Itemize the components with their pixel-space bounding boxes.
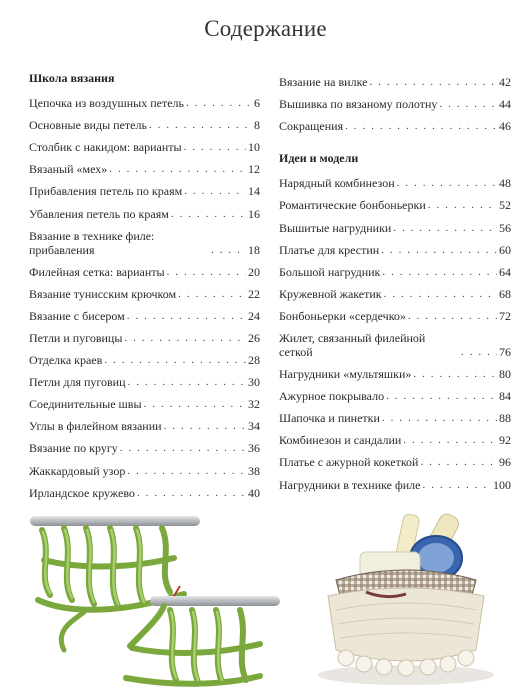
toc-entry-title: Платье с ажурной кокеткой	[279, 455, 419, 470]
toc-entry-title: Вязание на вилке	[279, 75, 368, 90]
toc-leader-dots	[393, 221, 497, 235]
toc-entry-title: Вышитые нагрудники	[279, 220, 392, 235]
toc-leader-dots	[104, 353, 246, 367]
toc-entry-page: 56	[499, 220, 511, 235]
toc-entry-title: Ажурное покрывало	[279, 389, 385, 404]
toc-entry-page: 10	[248, 140, 260, 155]
section-heading-ideas: Идеи и модели	[279, 151, 359, 166]
toc-entry-title: Кружевной жакетик	[279, 286, 382, 301]
toc-leader-dots	[186, 96, 252, 110]
toc-entry-page: 80	[499, 367, 511, 382]
toc-leader-dots	[428, 198, 497, 212]
toc-left-entry	[29, 113, 260, 135]
toc-leader-dots	[397, 176, 497, 190]
toc-entry-page: 26	[248, 330, 260, 345]
toc-leader-dots	[423, 478, 492, 492]
toc-leader-dots	[124, 331, 246, 345]
toc-right-entry	[279, 362, 511, 384]
toc-entry-title: Прибавления петель по краям	[29, 184, 183, 199]
toc-entry-page: 20	[248, 264, 260, 279]
toc-entry-title: Вязаный «мех»	[29, 162, 108, 177]
toc-entry-page: 68	[499, 286, 511, 301]
toc-leader-dots	[382, 411, 497, 425]
crochet-illustration	[24, 500, 284, 690]
crochet-hook	[30, 516, 200, 526]
toc-leader-dots	[381, 243, 497, 257]
toc-right-entry	[279, 193, 511, 215]
toc-right-entry	[279, 282, 511, 304]
lace-trim	[328, 588, 484, 661]
toc-leader-dots	[171, 207, 246, 221]
toc-entry-page: 44	[499, 97, 511, 112]
toc-leader-dots	[137, 486, 246, 500]
toc-entry-title: Цепочка из воздушных петель	[29, 96, 184, 111]
toc-left-entry	[29, 370, 260, 392]
toc-leader-dots	[128, 375, 246, 389]
toc-leader-dots	[384, 287, 497, 301]
toc-right-entry	[279, 238, 511, 260]
toc-entry-page: 38	[248, 463, 260, 478]
toc-left-entry	[29, 157, 260, 179]
toc-right-entry	[279, 450, 511, 472]
toc-left-entry	[29, 414, 260, 436]
toc-entry-title: Нарядный комбинезон	[279, 176, 395, 191]
toc-left-entry	[29, 224, 260, 260]
toc-entry-page: 48	[499, 176, 511, 191]
toc-leader-dots	[120, 441, 246, 455]
toc-leader-dots	[386, 389, 497, 403]
toc-leader-dots	[413, 367, 497, 381]
toc-right-entry	[279, 304, 511, 326]
toc-entry-page: 60	[499, 242, 511, 257]
toc-entry-page: 84	[499, 389, 511, 404]
toc-list-continued	[279, 70, 511, 136]
lace-basket-illustration	[306, 500, 506, 690]
toc-left-entry	[29, 304, 260, 326]
toc-leader-dots	[345, 119, 497, 133]
toc-entry-title: Романтические бонбоньерки	[279, 198, 426, 213]
toc-leader-dots	[127, 464, 246, 478]
toc-left-entry	[29, 135, 260, 157]
toc-left-entry	[29, 282, 260, 304]
toc-entry-page: 96	[499, 455, 511, 470]
toc-right-entry	[279, 472, 511, 494]
toc-entry-page: 100	[493, 477, 511, 492]
toc-entry-title: Сокращения	[279, 119, 344, 134]
toc-entry-title: Шапочка и пинетки	[279, 411, 380, 426]
toc-entry-title: Петли для пуговиц	[29, 375, 126, 390]
toc-leader-dots	[382, 265, 497, 279]
toc-left-entry	[29, 348, 260, 370]
toc-entry-page: 36	[248, 441, 260, 456]
toc-leader-dots	[164, 419, 246, 433]
toc-leader-dots	[408, 309, 497, 323]
toc-entry-title: Комбинезон и сандалии	[279, 433, 402, 448]
toc-leader-dots	[369, 75, 497, 89]
toc-right-entry	[279, 171, 511, 193]
toc-entry-title: Убавления петель по краям	[29, 206, 169, 221]
toc-entry-title: Столбик с накидом: варианты	[29, 140, 182, 155]
toc-entry-title: Нагрудники в технике филе	[279, 477, 421, 492]
toc-entry-page: 40	[248, 485, 260, 500]
toc-entry-page: 8	[254, 118, 260, 133]
toc-entry-title: Углы в филейном вязании	[29, 419, 162, 434]
toc-entry-page: 24	[248, 308, 260, 323]
toc-entry-title: Петли и пуговицы	[29, 330, 123, 345]
toc-right-entry	[279, 215, 511, 237]
toc-leader-dots	[109, 162, 246, 176]
toc-entry-title: Бонбоньерки «сердечко»	[279, 308, 406, 323]
toc-entry-page: 30	[248, 375, 260, 390]
toc-right-top-entry	[279, 114, 511, 136]
toc-right-entry	[279, 260, 511, 282]
toc-leader-dots	[184, 184, 246, 198]
toc-right-top-entry	[279, 92, 511, 114]
toc-left-entry	[29, 436, 260, 458]
toc-right-column	[279, 70, 511, 495]
toc-leader-dots	[461, 345, 497, 359]
toc-leader-dots	[403, 433, 497, 447]
toc-left-entry	[29, 392, 260, 414]
toc-leader-dots	[167, 265, 246, 279]
toc-list-ideas	[279, 171, 511, 494]
toc-left-entry	[29, 326, 260, 348]
toc-entry-title: Вязание тунисским крючком	[29, 286, 177, 301]
toc-entry-title: Вязание в технике филе: прибавления	[29, 228, 155, 257]
toc-entry-title: Вязание по кругу	[29, 441, 118, 456]
toc-entry-title: Отделка краев	[29, 353, 103, 368]
toc-entry-title: Большой нагрудник	[279, 264, 381, 279]
toc-entry-page: 72	[499, 308, 511, 323]
toc-entry-page: 88	[499, 411, 511, 426]
toc-list-school	[29, 91, 260, 503]
toc-leader-dots	[144, 397, 247, 411]
toc-left-entry	[29, 201, 260, 223]
toc-right-entry	[279, 384, 511, 406]
toc-entry-page: 34	[248, 419, 260, 434]
toc-entry-title: Жилет, связанный филейной сеткой	[279, 330, 426, 359]
toc-entry-title: Вышивка по вязаному полотну	[279, 97, 438, 112]
toc-entry-title: Ирландское кружево	[29, 485, 135, 500]
crochet-hook-2	[150, 596, 280, 606]
toc-entry-page: 18	[248, 242, 260, 257]
toc-entry-page: 64	[499, 264, 511, 279]
toc-leader-dots	[420, 455, 497, 469]
toc-entry-page: 16	[248, 206, 260, 221]
toc-leader-dots	[127, 309, 246, 323]
toc-leader-dots	[184, 140, 246, 154]
toc-left-entry	[29, 179, 260, 201]
toc-entry-page: 52	[499, 198, 511, 213]
toc-left-entry	[29, 91, 260, 113]
toc-entry-page: 6	[254, 96, 260, 111]
toc-entry-page: 76	[499, 344, 511, 359]
toc-left-entry	[29, 260, 260, 282]
toc-entry-title: Основные виды петель	[29, 118, 147, 133]
toc-right-top-entry	[279, 70, 511, 92]
toc-leader-dots	[211, 243, 246, 257]
toc-entry-page: 22	[248, 286, 260, 301]
toc-right-entry	[279, 428, 511, 450]
toc-entry-page: 32	[248, 397, 260, 412]
toc-entry-page: 46	[499, 119, 511, 134]
toc-entry-page: 42	[499, 75, 511, 90]
toc-entry-title: Жаккардовый узор	[29, 463, 126, 478]
toc-leader-dots	[439, 97, 497, 111]
section-heading-school: Школа вязания	[29, 71, 115, 85]
toc-entry-page: 12	[248, 162, 260, 177]
toc-right-entry	[279, 406, 511, 428]
page-title: Содержание	[204, 16, 327, 41]
toc-left-entry	[29, 458, 260, 480]
toc-entry-title: Нагрудники «мультяшки»	[279, 367, 412, 382]
toc-entry-title: Филейная сетка: варианты	[29, 264, 165, 279]
toc-entry-page: 28	[248, 353, 260, 368]
toc-entry-title: Платье для крестин	[279, 242, 380, 257]
toc-entry-page: 92	[499, 433, 511, 448]
toc-right-entry	[279, 326, 511, 362]
toc-leader-dots	[149, 118, 252, 132]
toc-entry-title: Вязание с бисером	[29, 308, 125, 323]
toc-left-column	[29, 70, 260, 503]
toc-entry-title: Соединительные швы	[29, 397, 142, 412]
toc-leader-dots	[178, 287, 246, 301]
toc-entry-page: 14	[248, 184, 260, 199]
